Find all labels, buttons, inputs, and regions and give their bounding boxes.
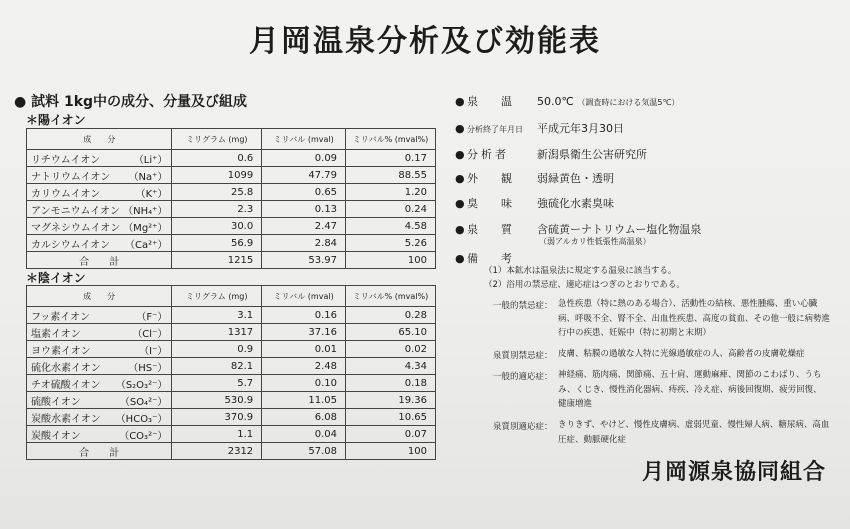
ion-mval-cell: 0.01 — [262, 341, 346, 358]
total-label: 合 計 — [27, 252, 172, 269]
ion-pct-cell: 0.28 — [346, 307, 436, 324]
ion-name-cell — [27, 184, 172, 201]
table-row — [27, 150, 436, 167]
section-heading: ● 試料 1kg中の成分、分量及び組成 — [14, 94, 248, 110]
total-mg-cell: 2312 — [172, 443, 262, 460]
ion-name-cell — [27, 307, 172, 324]
ion-pct-cell: 0.18 — [346, 375, 436, 392]
ion-mval-cell: 0.16 — [262, 307, 346, 324]
ion-mval-cell: 0.09 — [262, 150, 346, 167]
total-mg-cell: 1215 — [172, 252, 262, 269]
total-label: 合 計 — [27, 443, 172, 460]
ion-mval-cell: 0.65 — [262, 184, 346, 201]
ion-name: ナトリウムイオン — [31, 171, 111, 183]
remark-note-2: （2）浴用の禁忌症、適応症はつぎのとおりである。 — [484, 280, 685, 290]
ion-pct-cell: 1.20 — [346, 184, 436, 201]
anion-table — [26, 285, 436, 460]
ion-mg-cell: 1317 — [172, 324, 262, 341]
ion-name: フッ素イオン — [31, 311, 90, 323]
table-row — [27, 201, 436, 218]
ion-mval-cell: 37.16 — [262, 324, 346, 341]
ion-mg-cell: 30.0 — [172, 218, 262, 235]
ion-mg-cell: 3.1 — [172, 307, 262, 324]
association-name: 月岡源泉協同組合 — [641, 460, 826, 485]
spec-remarks: ● 備 考 — [455, 252, 518, 265]
ion-mval-cell: 2.48 — [262, 358, 346, 375]
ion-symbol: （S₂O₃²⁻） — [115, 379, 168, 391]
ion-symbol: （CO₃²⁻） — [119, 430, 168, 442]
ion-symbol: （HS⁻） — [128, 362, 168, 374]
ion-mg-cell: 2.3 — [172, 201, 262, 218]
ion-name: 硫化水素イオン — [31, 362, 101, 374]
ion-name: カルシウムイオン — [31, 239, 111, 251]
spec-smell: ● 臭 味 強硫化水素臭味 — [455, 197, 614, 210]
ion-name-cell — [27, 167, 172, 184]
ion-mg-cell: 56.9 — [172, 235, 262, 252]
total-mval-cell: 57.08 — [262, 443, 346, 460]
col-header-mval: ミリバル (mval) — [262, 129, 346, 150]
ion-pct-cell: 0.24 — [346, 201, 436, 218]
table-header-row — [27, 286, 436, 307]
cation-heading: ＊陽イオン — [26, 113, 86, 127]
spec-analyst: ● 分析者 新潟県衛生公害研究所 — [455, 148, 647, 161]
ion-symbol: （F⁻） — [136, 311, 168, 323]
ion-name-cell — [27, 358, 172, 375]
ion-pct-cell: 4.58 — [346, 218, 436, 235]
ion-symbol: （SO₄²⁻） — [119, 396, 168, 408]
ion-mg-cell: 1.1 — [172, 426, 262, 443]
spec-quality: ● 泉 質 含硫黄ーナトリウムー塩化物温泉 — [455, 223, 702, 236]
table-row — [27, 184, 436, 201]
ion-symbol: （Li⁺） — [133, 154, 168, 166]
ion-name-cell — [27, 324, 172, 341]
ion-name-cell — [27, 409, 172, 426]
ion-mg-cell: 530.9 — [172, 392, 262, 409]
ion-mval-cell: 47.79 — [262, 167, 346, 184]
ion-pct-cell: 65.10 — [346, 324, 436, 341]
ion-mg-cell: 0.9 — [172, 341, 262, 358]
ion-symbol: （I⁻） — [139, 345, 168, 357]
remark-note-1: （1）本鉱水は温泉法に規定する温泉に該当する。 — [484, 266, 677, 276]
spec-temperature: ● 泉 温 50.0℃ （調査時における気温5℃） — [455, 95, 680, 108]
ion-mg-cell: 0.6 — [172, 150, 262, 167]
ion-pct-cell: 19.36 — [346, 392, 436, 409]
ion-mg-cell: 1099 — [172, 167, 262, 184]
table-row — [27, 375, 436, 392]
ion-name: 炭酸イオン — [31, 430, 81, 442]
ion-pct-cell: 0.17 — [346, 150, 436, 167]
col-header-mval-pct: ミリバル% (mval%) — [346, 129, 436, 150]
ion-name-cell — [27, 218, 172, 235]
table-row — [27, 426, 436, 443]
cation-table — [26, 128, 436, 269]
ion-name-cell — [27, 426, 172, 443]
ion-symbol: （HCO₃⁻） — [115, 413, 168, 425]
general-ind-value: 神経痛、筋肉痛、関節痛、五十肩、運動麻痺、関節のこわばり、うちみ、くじき、慢性消化器病、痔疾、冷え症、病後回復期、疲労回復、健康増進 — [558, 370, 822, 409]
total-pct-cell: 100 — [346, 252, 436, 269]
ion-name-cell — [27, 235, 172, 252]
ion-pct-cell: 5.26 — [346, 235, 436, 252]
ion-mval-cell: 0.10 — [262, 375, 346, 392]
ion-mg-cell: 82.1 — [172, 358, 262, 375]
total-pct-cell: 100 — [346, 443, 436, 460]
ion-name: 炭酸水素イオン — [31, 413, 101, 425]
col-header-mg: ミリグラム (mg) — [172, 129, 262, 150]
ion-symbol: （Na⁺） — [128, 171, 168, 183]
ion-mval-cell: 2.84 — [262, 235, 346, 252]
specific-contra-value: 皮膚、粘膜の過敏な人特に光線過敏症の人、高齢者の皮膚乾燥症 — [558, 349, 805, 359]
general-contra-label: 一般的禁忌症： — [493, 301, 553, 311]
ion-name-cell — [27, 150, 172, 167]
table-row — [27, 341, 436, 358]
table-row — [27, 392, 436, 409]
total-mval-cell: 53.97 — [262, 252, 346, 269]
ion-pct-cell: 10.65 — [346, 409, 436, 426]
spec-quality-note: （弱アルカリ性低張性高温泉） — [539, 237, 651, 246]
ion-mg-cell: 25.8 — [172, 184, 262, 201]
ion-name: チオ硫酸イオン — [31, 379, 101, 391]
col-header-mval-pct: ミリバル% (mval%) — [346, 286, 436, 307]
ion-mg-cell: 5.7 — [172, 375, 262, 392]
ion-name: マグネシウムイオン — [31, 222, 121, 234]
ion-name: リチウムイオン — [31, 154, 101, 166]
ion-symbol: （Cl⁻） — [132, 328, 168, 340]
ion-symbol: （K⁺） — [135, 188, 168, 200]
spec-date: ● 分析終了年月日 平成元年3月30日 — [455, 122, 624, 135]
table-row — [27, 307, 436, 324]
general-contra-value: 急性疾患（特に熱のある場合）、活動性の結核、悪性腫瘍、重い心臓病、呼吸不全、腎不全、出血性疾患、高度の貧血、その他一般に病勢進行中の疾患、妊娠中（特に初期と末期） — [558, 299, 831, 338]
ion-name-cell — [27, 392, 172, 409]
ion-name: 塩素イオン — [31, 328, 81, 340]
general-ind-label: 一般的適応症： — [493, 372, 553, 382]
ion-symbol: （Ca²⁺） — [125, 239, 168, 251]
ion-name: カリウムイオン — [31, 188, 101, 200]
specific-contra-label: 泉質別禁忌症： — [493, 351, 553, 361]
table-row — [27, 167, 436, 184]
ion-name-cell — [27, 201, 172, 218]
specific-ind-label: 泉質別適応症： — [493, 422, 553, 432]
col-header-component: 成 分 — [27, 286, 172, 307]
spec-appearance: ● 外 観 弱緑黄色・透明 — [455, 172, 614, 185]
table-row — [27, 218, 436, 235]
anion-heading: ＊陰イオン — [26, 271, 86, 285]
ion-name: アンモニウムイオン — [31, 205, 120, 217]
ion-pct-cell: 4.34 — [346, 358, 436, 375]
ion-pct-cell: 0.02 — [346, 341, 436, 358]
table-total-row — [27, 252, 436, 269]
ion-mval-cell: 6.08 — [262, 409, 346, 426]
ion-mval-cell: 2.47 — [262, 218, 346, 235]
table-row — [27, 324, 436, 341]
table-row — [27, 358, 436, 375]
ion-name: ヨウ素イオン — [31, 345, 91, 357]
ion-mval-cell: 0.04 — [262, 426, 346, 443]
table-header-row — [27, 129, 436, 150]
ion-symbol: （NH₄⁺） — [123, 205, 168, 217]
table-row — [27, 409, 436, 426]
ion-symbol: （Mg²⁺） — [123, 222, 168, 234]
ion-mval-cell: 11.05 — [262, 392, 346, 409]
ion-name-cell — [27, 341, 172, 358]
col-header-mg: ミリグラム (mg) — [172, 286, 262, 307]
table-total-row — [27, 443, 436, 460]
ion-mval-cell: 0.13 — [262, 201, 346, 218]
ion-pct-cell: 0.07 — [346, 426, 436, 443]
col-header-mval: ミリバル (mval) — [262, 286, 346, 307]
ion-mg-cell: 370.9 — [172, 409, 262, 426]
page-title: 月岡温泉分析及び効能表 — [249, 24, 601, 59]
ion-pct-cell: 88.55 — [346, 167, 436, 184]
col-header-component: 成 分 — [27, 129, 172, 150]
ion-name: 硫酸イオン — [31, 396, 81, 408]
table-row — [27, 235, 436, 252]
specific-ind-value: きりきず、やけど、慢性皮膚病、虚弱児童、慢性婦人病、糖尿病、高血圧症、動脈硬化症 — [558, 420, 830, 445]
ion-name-cell — [27, 375, 172, 392]
